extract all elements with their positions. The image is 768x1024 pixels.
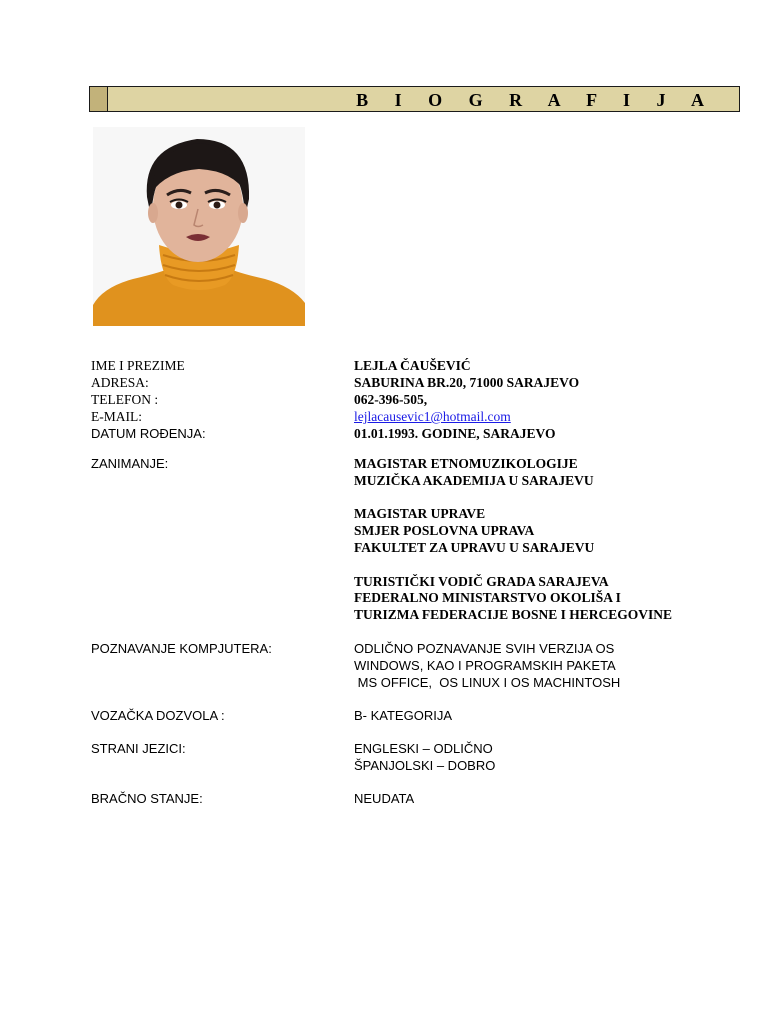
license-label: VOZAČKA DOZVOLA : xyxy=(91,708,225,723)
languages-label: STRANI JEZICI: xyxy=(91,741,186,756)
computer-label: POZNAVANJE KOMPJUTERA: xyxy=(91,641,272,656)
phone-value: 062-396-505, xyxy=(354,392,428,407)
computer-line: MS OFFICE, OS LINUX I OS MACHINTOSH xyxy=(354,674,621,690)
email-label: E-MAIL: xyxy=(91,409,142,424)
marital-status-value: NEUDATA xyxy=(354,791,415,806)
occupation-value xyxy=(354,456,672,624)
birthdate-value: 01.01.1993. GODINE, SARAJEVO xyxy=(354,426,556,441)
marital-status-label: BRAČNO STANJE: xyxy=(91,791,203,806)
occupation-line: MAGISTAR ETNOMUZIKOLOGIJE xyxy=(354,456,578,471)
occupation-line: SMJER POSLOVNA UPRAVA xyxy=(354,523,535,539)
email-link[interactable]: lejlacausevic1@hotmail.com xyxy=(354,409,511,424)
computer-line: ODLIČNO POZNAVANJE SVIH VERZIJA OS xyxy=(354,641,615,656)
birthdate-label: DATUM ROĐENJA: xyxy=(91,426,206,441)
occupation-line: MAGISTAR UPRAVE xyxy=(354,506,486,522)
name-value: LEJLA ČAUŠEVIĆ xyxy=(354,358,471,373)
occupation-line: FEDERALNO MINISTARSTVO OKOLIŠA I xyxy=(354,590,621,606)
phone-label: TELEFON : xyxy=(91,392,159,407)
portrait-image xyxy=(93,127,305,326)
computer-value xyxy=(354,641,620,691)
license-value: B- KATEGORIJA xyxy=(354,708,452,723)
portrait-photo xyxy=(93,127,305,326)
languages-value xyxy=(354,741,495,775)
biography-header-bar xyxy=(89,86,740,112)
occupation-label: ZANIMANJE: xyxy=(91,456,169,471)
address-label: ADRESA: xyxy=(91,375,149,390)
computer-line: WINDOWS, KAO I PROGRAMSKIH PAKETA xyxy=(354,657,616,673)
occupation-line: TURISTIČKI VODIČ GRADA SARAJEVA xyxy=(354,573,609,589)
occupation-line: TURIZMA FEDERACIJE BOSNE I HERCEGOVINE xyxy=(354,607,673,623)
language-line: ENGLESKI – ODLIČNO xyxy=(354,741,493,756)
address-value: SABURINA BR.20, 71000 SARAJEVO xyxy=(354,375,580,390)
name-label: IME I PREZIME xyxy=(91,358,185,373)
occupation-line: FAKULTET ZA UPRAVU U SARAJEVU xyxy=(354,539,595,555)
page-title: B I O G R A F I J A xyxy=(356,90,715,110)
language-line: ŠPANJOLSKI – DOBRO xyxy=(354,757,496,773)
header-accent-block xyxy=(90,87,108,111)
occupation-line: MUZIČKA AKADEMIJA U SARAJEVU xyxy=(354,472,594,488)
